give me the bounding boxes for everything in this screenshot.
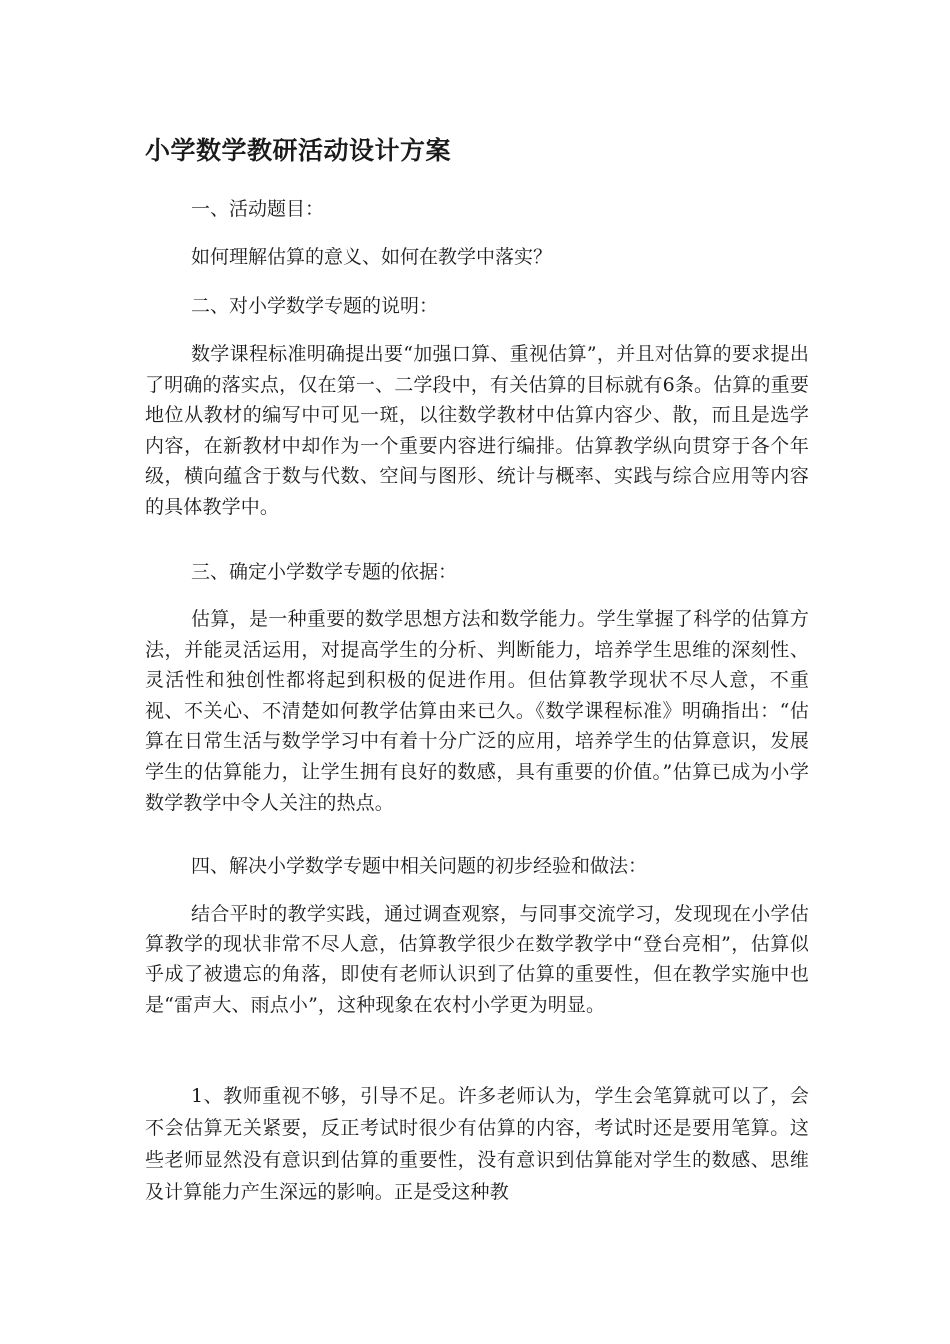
section-paragraph-3: 估算，是一种重要的数学思想方法和数学能力。学生掌握了科学的估算方法，并能灵活运用，对提高学生的分析、判断能力，培养学生思维的深刻性、灵活性和独创性都将起到积极的促进作用。但估算教学现状不尽人意，不重视、不关心、不清楚如何教学估算由来已久。《数学课程标准》明确指出：“估算在日常生活与数学学习中有着十分广泛的应用，培养学生的估算意识，发展学生的估算能力，让学生拥有良好的数感，具有重要的价值。”估算已成为小学数学教学中令人关注的热点。 bbox=[145, 608, 809, 814]
point-1-paragraph: 1、教师重视不够，引导不足。许多老师认为，学生会笔算就可以了，会不会估算无关紧要，反正考试时很少有估算的内容，考试时还是要用笔算。这些老师显然没有意识到估算的重要性，没有意识到估算能对学生的数感、思维及计算能力产生深远的影响。正是受这种教 bbox=[145, 1085, 809, 1203]
section-paragraph-1: 如何理解估算的意义、如何在教学中落实？ bbox=[191, 246, 553, 268]
section-heading-2: 二、对小学数学专题的说明： bbox=[191, 295, 439, 317]
section-paragraph-4: 结合平时的教学实践，通过调查观察，与同事交流学习，发现现在小学估算教学的现状非常不尽人意，估算教学很少在数学教学中“登台亮相”，估算似乎成了被遗忘的角落，即使有老师认识到了估算的重要性，但在教学实施中也是“雷声大、雨点小”，这种现象在农村小学更为明显。 bbox=[145, 903, 809, 1016]
section-paragraph-2: 数学课程标准明确提出要“加强口算、重视估算”，并且对估算的要求提出了明确的落实点，仅在第一、二学段中，有关估算的目标就有6条。估算的重要地位从教材的编写中可见一斑，以往数学教材中估算内容少、散，而且是选学内容，在新教材中却作为一个重要内容进行编排。估算教学纵向贯穿于各个年级，横向蕴含于数与代数、空间与图形、统计与概率、实践与综合应用等内容的具体教学中。 bbox=[145, 343, 809, 518]
section-heading-3: 三、确定小学数学专题的依据： bbox=[191, 561, 458, 583]
document-title: 小学数学教研活动设计方案 bbox=[145, 136, 452, 165]
section-heading-4: 四、解决小学数学专题中相关问题的初步经验和做法： bbox=[191, 855, 648, 877]
section-heading-1: 一、活动题目： bbox=[191, 198, 325, 220]
